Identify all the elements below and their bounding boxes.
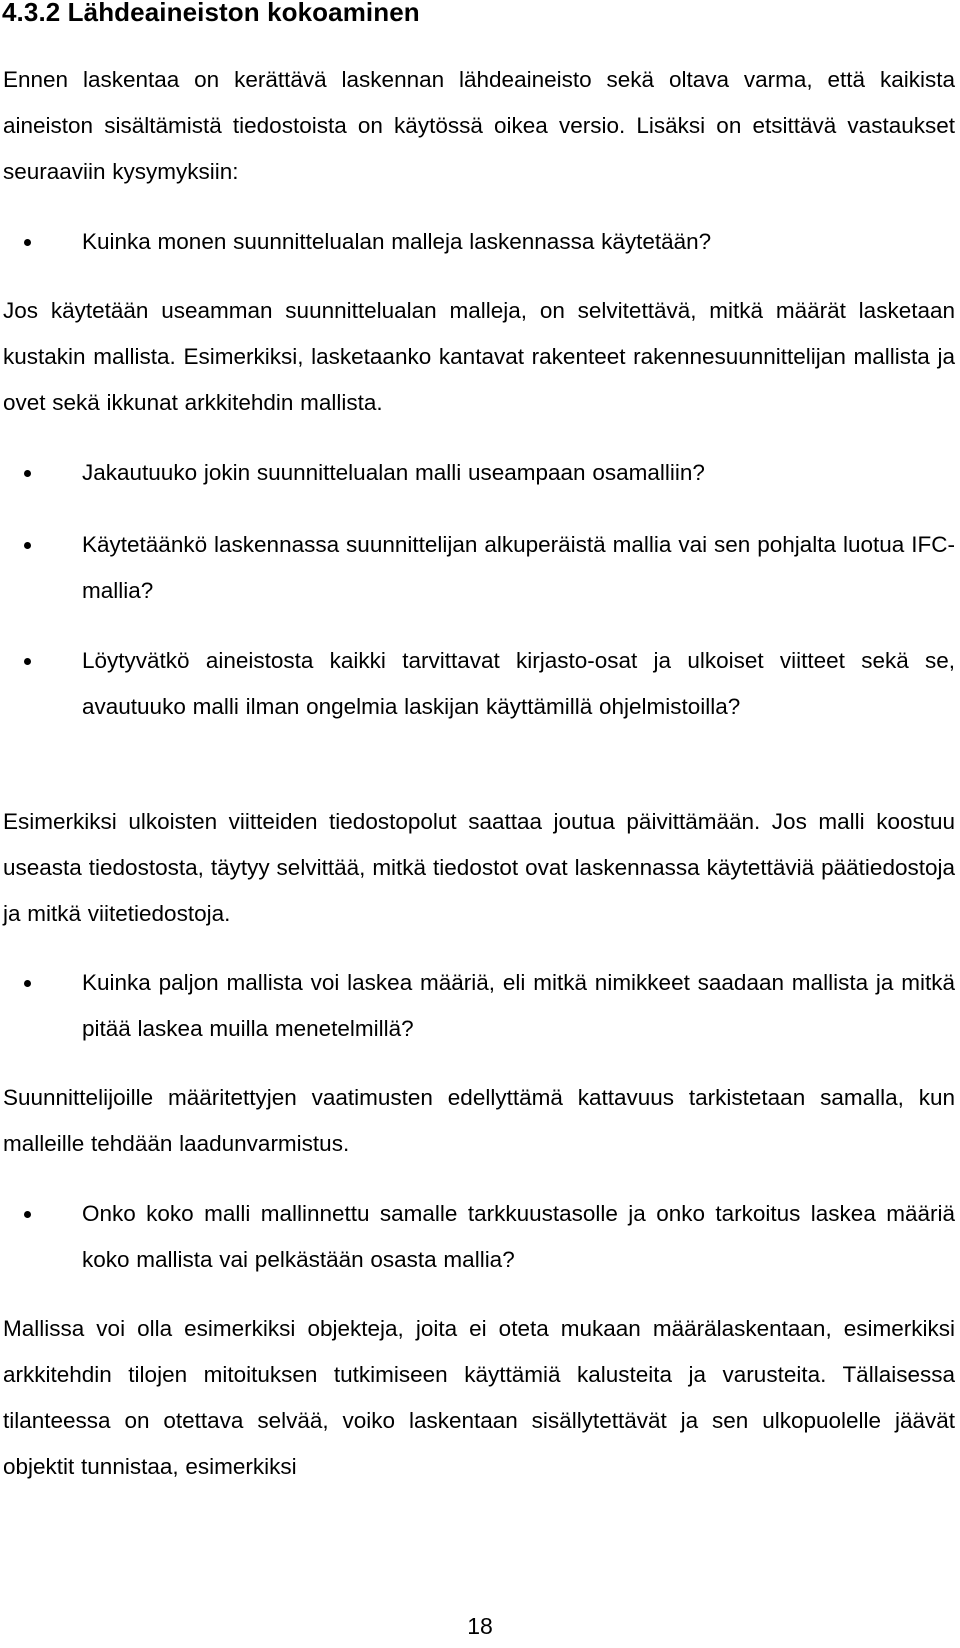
bullet-icon (24, 470, 31, 477)
list-item-text: Onko koko malli mallinnettu samalle tarkkuustasolle ja onko tarkoitus laskea määriä koko mallista vai pelkästään osasta mallia? (82, 1201, 955, 1272)
list-item-text: Kuinka paljon mallista voi laskea määriä, eli mitkä nimikkeet saadaan mallista ja mitkä pitää laskea muilla menetelmillä? (82, 970, 955, 1041)
page-number: 18 (467, 1613, 493, 1639)
section-heading: 4.3.2 Lähdeaineiston kokoaminen (2, 0, 420, 27)
paragraph-objects: Mallissa voi olla esimerkiksi objekteja, joita ei oteta mukaan määrälaskentaan, esimerkiksi arkkitehdin tilojen mitoituksen tutkimiseen käyttämiä kalusteita ja varusteita. Tällaisessa tilanteessa on otettava selvää, voiko laskentaan sisällytettävät ja sen ulkopuolelle jäävät objektit tunnistaa, esimerkiksi (3, 1316, 955, 1479)
list-item-text: Löytyvätkö aineistosta kaikki tarvittavat kirjasto-osat ja ulkoiset viitteet sekä se, avautuuko malli ilman ongelmia laskijan käyttämillä ohjelmistoilla? (82, 648, 955, 719)
bullet-icon (24, 980, 31, 987)
bullet-icon (24, 542, 31, 549)
paragraph-coverage: Suunnittelijoille määritettyjen vaatimusten edellyttämä kattavuus tarkistetaan samalla, kun malleille tehdään laadunvarmistus. (3, 1085, 955, 1156)
list-item-text: Käytetäänkö laskennassa suunnittelijan alkuperäistä mallia vai sen pohjalta luotua IFC-mallia? (82, 532, 955, 603)
bullet-icon (24, 1211, 31, 1218)
bullet-icon (24, 239, 31, 246)
bullet-icon (24, 658, 31, 665)
list-item-text: Kuinka monen suunnittelualan malleja laskennassa käytetään? (82, 229, 712, 254)
paragraph-references: Esimerkiksi ulkoisten viitteiden tiedostopolut saattaa joutua päivittämään. Jos malli koostuu useasta tiedostosta, täytyy selvittää, mitkä tiedostot ovat laskennassa käytettäviä päätiedostoja ja mitkä viitetiedostoja. (3, 809, 955, 926)
list-item-text: Jakautuuko jokin suunnittelualan malli useampaan osamalliin? (82, 460, 705, 485)
paragraph-intro: Ennen laskentaa on kerättävä laskennan lähdeaineisto sekä oltava varma, että kaikista aineiston sisältämistä tiedostoista on käytössä oikea versio. Lisäksi on etsittävä vastaukset seuraaviin kysymyksiin: (3, 67, 955, 184)
paragraph-disciplines: Jos käytetään useamman suunnittelualan malleja, on selvitettävä, mitkä määrät lasketaan kustakin mallista. Esimerkiksi, lasketaanko kantavat rakenteet rakennesuunnittelijan mallista ja ovet sekä ikkunat arkkitehdin mallista. (3, 298, 955, 415)
